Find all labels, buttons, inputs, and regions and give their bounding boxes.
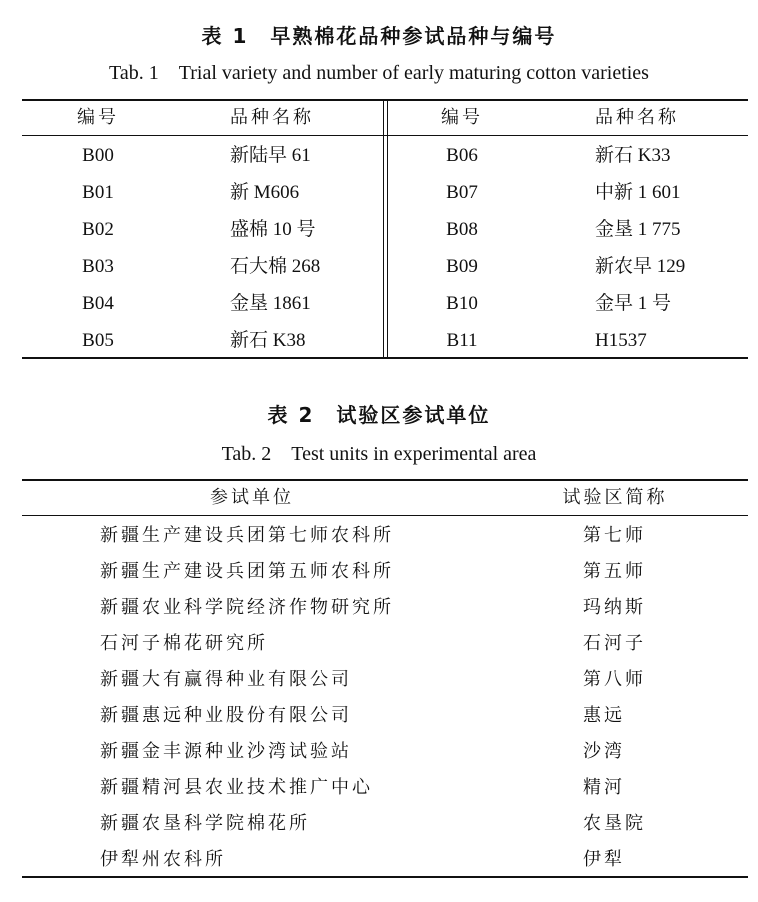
unit-name: 新疆生产建设兵团第七师农科所 — [100, 525, 394, 546]
variety-code: B08 — [446, 219, 478, 240]
table-1-divider — [387, 100, 388, 358]
table-2-header-rule — [22, 515, 748, 516]
unit-name: 新疆金丰源种业沙湾试验站 — [100, 741, 352, 762]
table-2-bottom-rule — [22, 876, 748, 878]
variety-name: 盛棉 10 号 — [230, 219, 316, 240]
area-abbreviation: 第五师 — [583, 561, 646, 582]
unit-name: 新疆农业科学院经济作物研究所 — [100, 597, 394, 618]
area-abbreviation: 伊犁 — [583, 849, 625, 870]
unit-name: 石河子棉花研究所 — [100, 633, 268, 654]
table-1-top-rule — [22, 99, 748, 101]
unit-name: 新疆精河县农业技术推广中心 — [100, 777, 373, 798]
variety-code: B07 — [446, 182, 478, 203]
variety-code: B06 — [446, 145, 478, 166]
unit-name: 新疆生产建设兵团第五师农科所 — [100, 561, 394, 582]
variety-code: B00 — [82, 145, 114, 166]
area-abbreviation: 玛纳斯 — [583, 597, 646, 618]
table-2-header-unit: 参试单位 — [210, 487, 294, 508]
variety-name: 新陆早 61 — [230, 145, 311, 166]
variety-name: 新石 K38 — [230, 330, 306, 351]
variety-name: 石大棉 268 — [230, 256, 321, 277]
variety-code: B10 — [446, 293, 478, 314]
variety-code: B01 — [82, 182, 114, 203]
unit-name: 新疆惠远种业股份有限公司 — [100, 705, 352, 726]
table-1-header-name: 品种名称 — [595, 107, 679, 128]
table-2-title-cn: 表 2 试验区参试单位 — [267, 403, 491, 427]
variety-name: 金早 1 号 — [595, 293, 672, 314]
area-abbreviation: 精河 — [583, 777, 625, 798]
variety-name: 新 M606 — [230, 182, 300, 203]
table-1-title-cn: 表 1 早熟棉花品种参试品种与编号 — [201, 24, 557, 48]
variety-name: 金垦 1861 — [230, 293, 311, 314]
unit-name: 新疆农垦科学院棉花所 — [100, 813, 310, 834]
variety-code: B05 — [82, 330, 114, 351]
unit-name: 伊犁州农科所 — [100, 849, 226, 870]
variety-code: B04 — [82, 293, 114, 314]
area-abbreviation: 惠远 — [583, 705, 625, 726]
variety-name: 新农早 129 — [595, 256, 686, 277]
variety-code: B03 — [82, 256, 114, 277]
area-abbreviation: 第八师 — [583, 669, 646, 690]
variety-name: 金垦 1 775 — [595, 219, 681, 240]
table-1-divider — [383, 100, 384, 358]
variety-name: H1537 — [595, 330, 647, 351]
variety-name: 新石 K33 — [595, 145, 671, 166]
unit-name: 新疆大有赢得种业有限公司 — [100, 669, 352, 690]
table-1-bottom-rule — [22, 357, 748, 359]
table-1-header-rule — [22, 135, 748, 136]
variety-name: 中新 1 601 — [595, 182, 681, 203]
area-abbreviation: 沙湾 — [583, 741, 625, 762]
table-2-title-en: Tab. 2 Test units in experimental area — [221, 443, 537, 465]
area-abbreviation: 农垦院 — [583, 813, 646, 834]
area-abbreviation: 石河子 — [583, 633, 646, 654]
table-1-title-en: Tab. 1 Trial variety and number of early maturing cotton varieties — [109, 62, 649, 84]
variety-code: B02 — [82, 219, 114, 240]
table-2-top-rule — [22, 479, 748, 481]
variety-code: B09 — [446, 256, 478, 277]
table-2-header-abbr: 试验区简称 — [562, 487, 668, 508]
table-1-header-code: 编号 — [441, 107, 483, 128]
table-1-header-name: 品种名称 — [230, 107, 314, 128]
area-abbreviation: 第七师 — [583, 525, 646, 546]
variety-code: B11 — [446, 330, 478, 351]
table-1-header-code: 编号 — [77, 107, 119, 128]
